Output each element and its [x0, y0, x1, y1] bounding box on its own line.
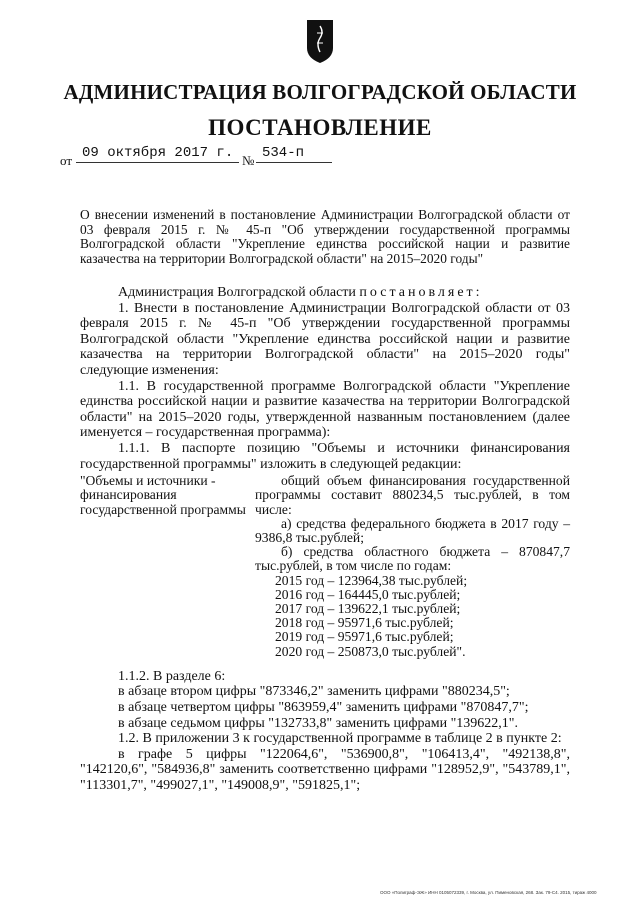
document-body [80, 285, 570, 794]
document-date: 09 октября 2017 г. [76, 145, 239, 163]
print-imprint: ООО «Полиграф-ЭЖ» ИНН 0105072339, г. Москва, ул. Пименовская, 268. Зак. 79-С4. 2015, тираж 4000 [380, 890, 597, 895]
funding-year-2016: 2016 год – 164445,0 тыс.рублей; [275, 586, 461, 602]
paragraph-1-2: 1.2. В приложении 3 к государственной программе в таблице 2 в пункте 2: [118, 731, 562, 747]
funding-year-2018: 2018 год – 95971,6 тыс.рублей; [275, 615, 454, 631]
funding-year-2019: 2019 год – 95971,6 тыс.рублей; [275, 629, 454, 645]
document-type: ПОСТАНОВЛЕНИЕ [208, 115, 432, 140]
organization-title: АДМИНИСТРАЦИЯ ВОЛГОГРАДСКОЙ ОБЛАСТИ [63, 80, 577, 104]
intro-text: Администрация Волгоградской области [118, 285, 360, 300]
funding-year-2020: 2020 год – 250873,0 тыс.рублей". [275, 643, 466, 659]
paragraph-1-1-2: 1.1.2. В разделе 6: [118, 668, 226, 684]
coat-of-arms-icon [305, 18, 335, 64]
document-number: 534-п [256, 145, 332, 163]
funding-table [80, 474, 570, 659]
funding-federal: а) средства федерального бюджета в 2017 году – 9386,8 тыс.рублей; [255, 515, 570, 545]
date-number-line [60, 145, 360, 167]
paragraph-1-1-1: 1.1.1. В паспорте позицию "Объемы и источники финансирования государственной программы" изложить в следующей редакции: [80, 440, 570, 472]
number-prefix: № [242, 153, 255, 168]
intro-paragraph [80, 285, 570, 301]
document-subject: О внесении изменений в постановление Администрации Волгоградской области от 03 февраля 2015 г. № 45-п "Об утверждении государственной программы Волгоградской области "Укрепление единства российской нации и развитие казачества на территории Волгоградской области" на 2015–2020 годы" [80, 207, 570, 266]
amend-para-7: в абзаце седьмом цифры "132733,8" заменить цифрами "139622,1". [118, 715, 519, 731]
funding-year-2015: 2015 год – 123964,38 тыс.рублей; [275, 572, 468, 588]
funding-year-2017: 2017 год – 139622,1 тыс.рублей; [275, 600, 461, 616]
funding-table-value [255, 474, 570, 659]
paragraph-1-1: 1.1. В государственной программе Волгоградской области "Укрепление единства российской нации и развитие казачества на территории Волгоградской области" на 2015–2020 годы, утвержденной названным постановлением (далее именуется – государственная программа): [80, 378, 570, 441]
amend-para-4: в абзаце четвертом цифры "863959,4" заменить цифрами "870847,7"; [118, 699, 529, 715]
funding-table-label: "Объемы и источники - финансирования государственной программы [80, 473, 246, 517]
paragraph-1: 1. Внести в постановление Администрации Волгоградской области от 03 февраля 2015 г. № 45-п "Об утверждении государственной программы Волгоградской области "Укрепление единства российской нации и развитие казачества на территории Волгоградской области" на 2015–2020 годы" следующие изменения: [80, 300, 570, 378]
amend-para-2: в абзаце втором цифры "873346,2" заменить цифрами "880234,5"; [118, 684, 510, 700]
funding-total: общий объем финансирования государственной программы составит 880234,5 тыс.рублей, в том числе: [255, 473, 570, 517]
paragraph-1-2-a: в графе 5 цифры "122064,6", "536900,8", "106413,4", "492138,8", "142120,6", "584936,8" заменить соответственно цифрами "128952,9", "543789,1", "113301,7", "499027,1", "149008,9", "591825,1"; [80, 746, 570, 793]
intro-resolves: постановляет: [359, 285, 483, 300]
funding-regional: б) средства областного бюджета – 870847,7 тыс.рублей, в том числе по годам: [255, 544, 570, 574]
date-prefix: от [60, 153, 73, 168]
